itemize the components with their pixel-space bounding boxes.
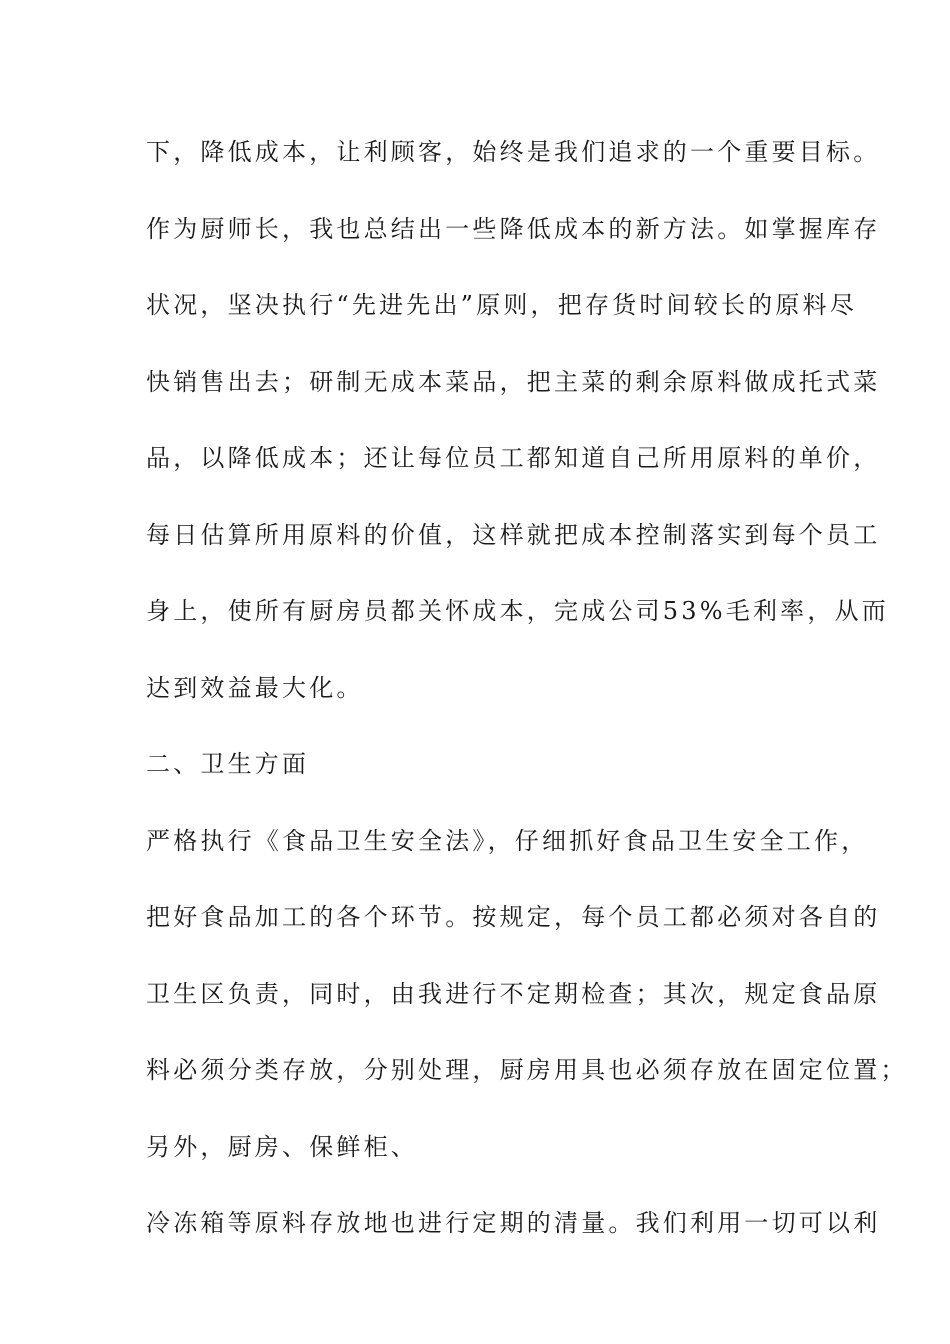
text-line: 料必须分类存放，分别处理，厨房用具也必须存放在固定位置； — [146, 1056, 908, 1084]
text-line: 身上，使所有厨房员都关怀成本，完成公司53%毛利率，从而 — [146, 597, 889, 625]
text-line: 快销售出去；研制无成本菜品，把主菜的剩余原料做成托式菜 — [146, 367, 881, 396]
text-line: 严格执行《食品卫生安全法》，仔细抓好食品卫生安全工作， — [146, 826, 869, 855]
body-text — [146, 126, 908, 1274]
text-line: 每日估算所用原料的价值，这样就把成本控制落实到每个员工 — [146, 520, 881, 549]
text-line: 另外，厨房、保鲜柜、 — [146, 1132, 418, 1161]
text-line: 下，降低成本，让利顾客，始终是我们追求的一个重要目标。 — [146, 138, 881, 166]
section-heading: 二、卫生方面 — [146, 750, 310, 778]
text-line: 作为厨师长，我也总结出一些降低成本的新方法。如掌握库存 — [146, 214, 881, 243]
text-line: 状况，坚决执行“先进先出”原则，把存货时间较长的原料尽 — [146, 291, 857, 319]
text-line: 达到效益最大化。 — [146, 673, 364, 702]
text-line: 把好食品加工的各个环节。按规定，每个员工都必须对各自的 — [146, 903, 881, 931]
text-line: 品，以降低成本；还让每位员工都知道自己所用原料的单价， — [146, 444, 881, 472]
text-line: 冷冻箱等原料存放地也进行定期的清量。我们利用一切可以利 — [146, 1209, 881, 1237]
text-line: 卫生区负责，同时，由我进行不定期检查；其次，规定食品原 — [146, 979, 881, 1008]
